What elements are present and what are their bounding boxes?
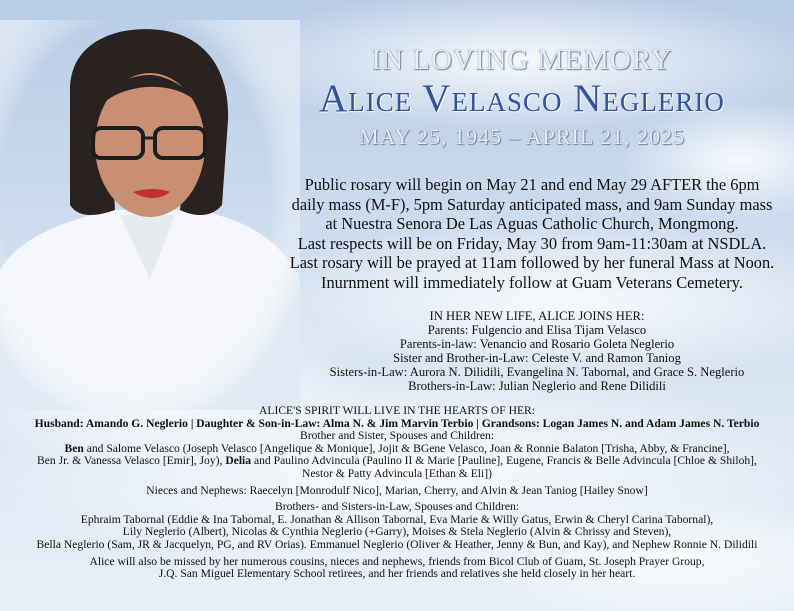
service-line: at Nuestra Senora De Las Aguas Catholic Church, Mongmong.: [325, 214, 739, 234]
sibling-family: Ben Jr. & Vanessa Velasco [Emir], Joy),: [37, 454, 226, 468]
joins-heading: IN HER NEW LIFE, ALICE JOINS HER:: [429, 309, 645, 323]
service-details: [270, 175, 794, 293]
sibling-name: Delia: [225, 454, 252, 468]
nieces-nephews-line: Nieces and Nephews: Raecelyn [Monrodulf Nico], Marian, Cherry, and Alvin & Jean Taniog [Hailey Snow]: [146, 483, 648, 497]
inlaws-heading: Brothers- and Sisters-in-Law, Spouses and Children:: [275, 500, 519, 514]
closing-line: J.Q. San Miguel Elementary School retirees, and her friends and relatives she held closely in her heart.: [158, 567, 636, 581]
life-dates: MAY 25, 1945 – APRIL 21, 2025: [358, 124, 686, 149]
siblings-heading: Brother and Sister, Spouses and Children:: [299, 429, 495, 443]
service-line: daily mass (M-F), 5pm Saturday anticipated mass, and 9am Sunday mass: [291, 194, 773, 214]
memorial-heading: IN LOVING MEMORY: [371, 44, 673, 76]
survived-by-section: [0, 405, 794, 581]
joins-line: Brothers-in-Law: Julian Neglerio and Rene Dilidili: [408, 378, 666, 393]
service-line: Inurnment will immediately follow at Guam Veterans Cemetery.: [321, 272, 743, 292]
sibling-name: Ben: [64, 441, 84, 455]
service-line: Public rosary will begin on May 21 and end May 29 AFTER the 6pm: [304, 175, 760, 194]
inlaws-line: Ephraim Tabornal (Eddie & Ina Tabornal, E. Jonathan & Allison Tabornal, Eva Marie & Willy Gatus, Erwin & Cheryl Carina Tabornal),: [80, 512, 714, 526]
inlaws-line: Lily Neglerio (Albert), Nicolas & Cynthia Neglerio (+Garry), Moises & Stela Neglerio (Alvin & Chrissy and Steven),: [122, 525, 672, 539]
service-line: Last respects will be on Friday, May 30 from 9am-11:30am at NSDLA.: [297, 233, 767, 253]
closing-line: Alice will also be missed by her numerous cousins, nieces and nephews, friends from Bicol Club of Guam, St. Joseph Prayer Group,: [89, 554, 705, 568]
sibling-line: Nestor & Patty Advincula [Ethan & Eli]): [302, 466, 492, 480]
sibling-family: and Salome Velasco (Joseph Velasco [Angelique & Monique], Jojit & BGene Velasco, Joan & Ronnie Balaton [Trisha, Abby, & Francine],: [83, 441, 730, 455]
preceded-in-death-section: [280, 310, 794, 393]
immediate-family-text: Husband: Amando G. Neglerio | Daughter & Son-in-Law: Alma N. & Jim Marvin Terbio | Grandsons: Logan James N. and Adam James N. Terbio: [34, 416, 760, 430]
joins-line: Sisters-in-Law: Aurora N. Dilidili, Evangelina N. Tabornal, and Grace S. Neglerio: [329, 364, 745, 379]
joins-line: Parents: Fulgencio and Elisa Tijam Velasco: [427, 322, 647, 337]
inlaws-line: Bella Neglerio (Sam, JR & Jacquelyn, PG, and RV Orias). Emmanuel Neglerio (Oliver & Heather, Jenny & Bun, and Kay), and Nephew Ronnie N. Dilidili: [36, 537, 758, 551]
deceased-name: Alice Velasco Neglerio: [319, 77, 725, 120]
spirit-heading: ALICE'S SPIRIT WILL LIVE IN THE HEARTS OF HER:: [259, 404, 535, 417]
joins-line: Parents-in-law: Venancio and Rosario Goleta Neglerio: [399, 336, 675, 351]
service-line: Last rosary will be prayed at 11am followed by her funeral Mass at Noon.: [289, 253, 775, 273]
sibling-family: and Paulino Advincula (Paulino II & Marie [Pauline], Eugene, Francis & Belle Advincula [Chloe & Shiloh],: [251, 454, 757, 468]
joins-line: Sister and Brother-in-Law: Celeste V. and Ramon Taniog: [393, 350, 681, 365]
